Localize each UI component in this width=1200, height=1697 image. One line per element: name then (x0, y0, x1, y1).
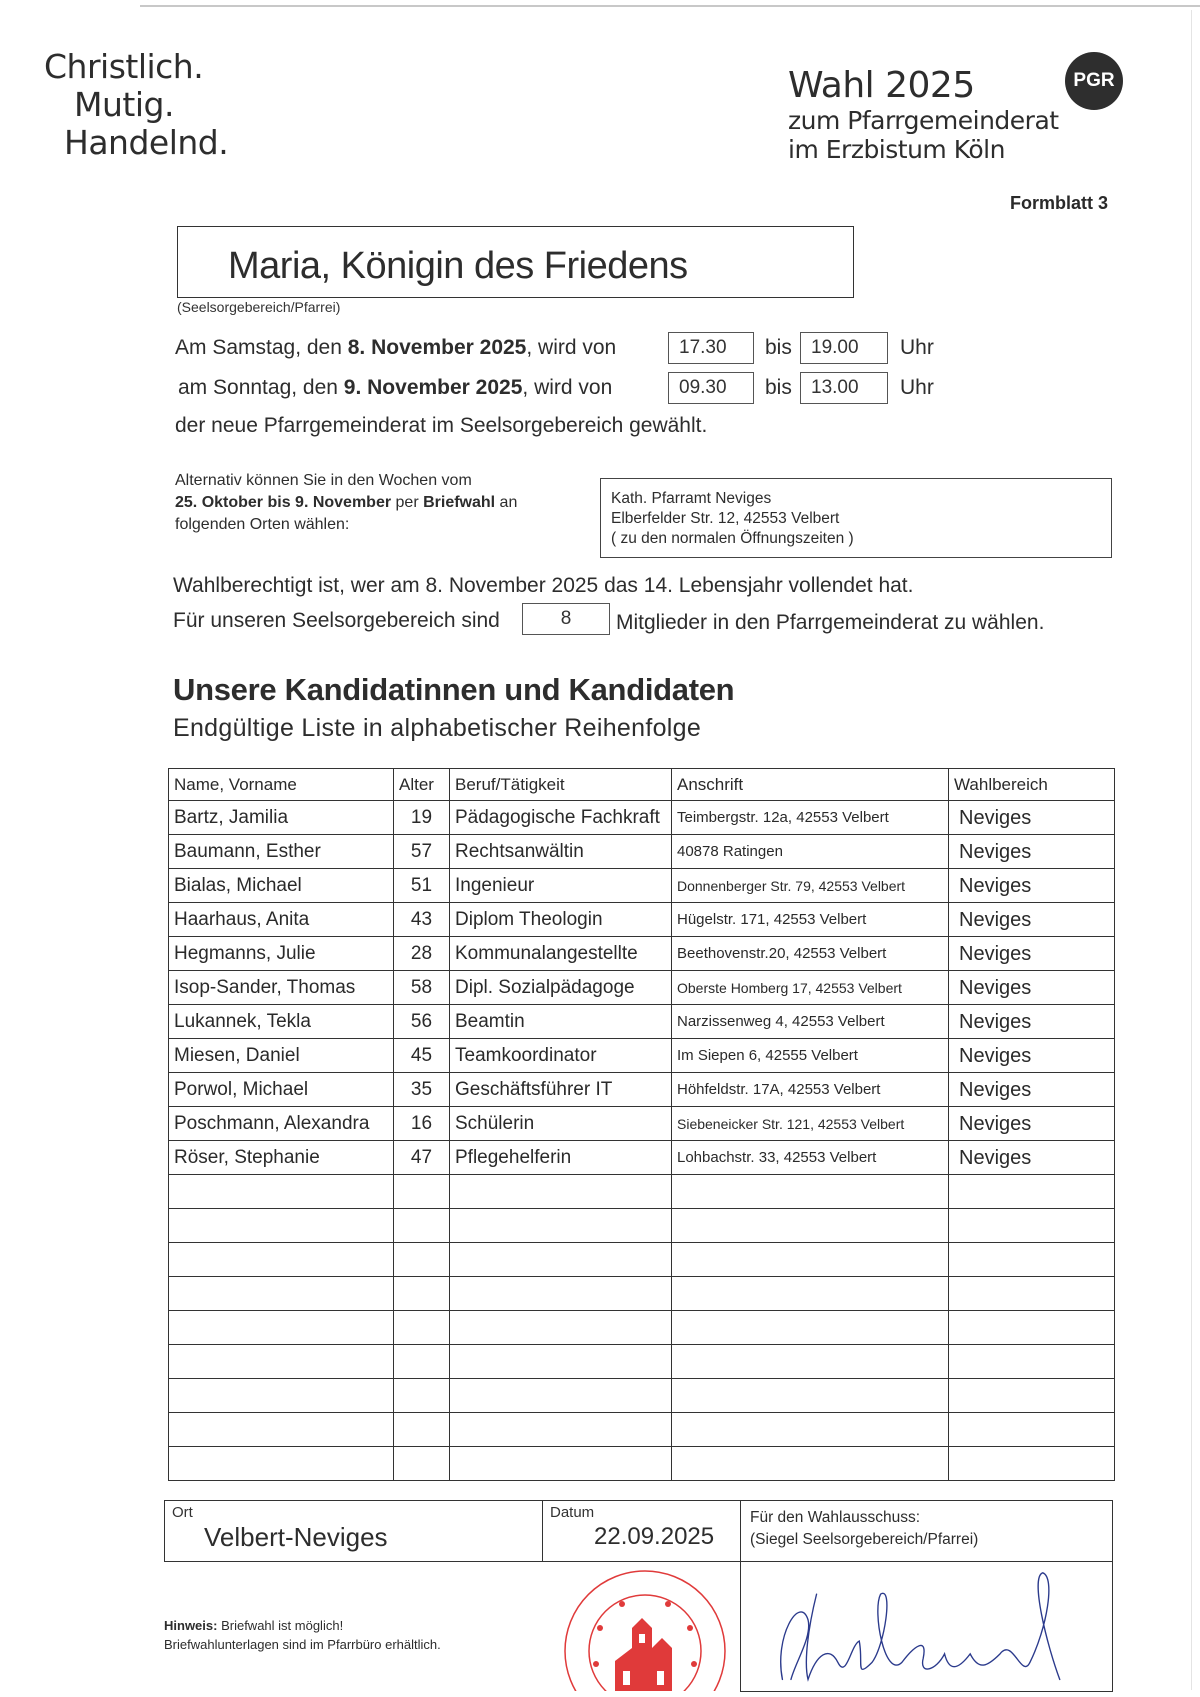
candidate-name: Poschmann, Alexandra (169, 1107, 394, 1141)
candidate-area: Neviges (949, 835, 1115, 869)
members-prefix: Für unseren Seelsorgebereich sind (173, 609, 500, 632)
candidate-age: 51 (394, 869, 450, 903)
empty-cell (672, 1277, 949, 1311)
candidate-area: Neviges (949, 937, 1115, 971)
note (164, 1616, 441, 1654)
empty-cell (450, 1311, 672, 1345)
table-row (169, 937, 1115, 971)
col-header-area: Wahlbereich (949, 769, 1115, 801)
table-row (169, 801, 1115, 835)
empty-cell (169, 1311, 394, 1345)
empty-cell (169, 1243, 394, 1277)
table-row (169, 1039, 1115, 1073)
candidate-area: Neviges (949, 869, 1115, 903)
saturday-from-field: 17.30 (668, 332, 754, 364)
scan-edge-top (140, 5, 1200, 7)
postal-vote-keyword: Briefwahl (423, 494, 496, 511)
handwritten-signature (745, 1560, 1110, 1688)
empty-cell (949, 1345, 1115, 1379)
empty-cell (169, 1413, 394, 1447)
candidate-age: 57 (394, 835, 450, 869)
empty-cell (169, 1209, 394, 1243)
candidate-name: Lukannek, Tekla (169, 1005, 394, 1039)
empty-cell (394, 1345, 450, 1379)
empty-cell (169, 1277, 394, 1311)
empty-table-row (169, 1311, 1115, 1345)
location-line: Elberfelder Str. 12, 42553 Velbert (611, 510, 840, 527)
uhr-label: Uhr (900, 336, 934, 359)
candidate-address: Teimbergstr. 12a, 42553 Velbert (672, 801, 949, 835)
parish-label: (Seelsorgebereich/Pfarrei) (177, 299, 341, 315)
empty-cell (672, 1243, 949, 1277)
empty-cell (394, 1413, 450, 1447)
empty-cell (450, 1277, 672, 1311)
candidate-address: Lohbachstr. 33, 42553 Velbert (672, 1141, 949, 1175)
postal-vote-text: folgenden Orten wählen: (175, 516, 350, 533)
committee-labels (750, 1507, 978, 1551)
table-header-row (169, 769, 1115, 801)
parish-name: Maria, Königin des Friedens (228, 245, 688, 287)
pgr-badge: PGR (1065, 52, 1123, 110)
form-label: Formblatt 3 (1010, 193, 1109, 213)
candidate-age: 43 (394, 903, 450, 937)
schedule-text: , wird von (526, 336, 617, 359)
candidate-address: Oberste Homberg 17, 42553 Velbert (672, 971, 949, 1005)
candidate-job: Diplom Theologin (450, 903, 672, 937)
parish-seal (560, 1566, 730, 1691)
empty-cell (949, 1379, 1115, 1413)
committee-label: Für den Wahlausschuss: (750, 1509, 921, 1526)
empty-cell (672, 1311, 949, 1345)
candidate-age: 58 (394, 971, 450, 1005)
empty-cell (394, 1447, 450, 1481)
election-heading (788, 66, 1059, 164)
candidate-name: Baumann, Esther (169, 835, 394, 869)
slogan-line: Mutig. (74, 85, 174, 124)
location-line: ( zu den normalen Öffnungszeiten ) (611, 530, 854, 547)
schedule-saturday (175, 335, 616, 361)
candidate-address: Im Siepen 6, 42555 Velbert (672, 1039, 949, 1073)
empty-table-row (169, 1413, 1115, 1447)
table-row (169, 971, 1115, 1005)
empty-cell (394, 1175, 450, 1209)
candidate-age: 45 (394, 1039, 450, 1073)
candidates-table (168, 768, 1115, 1481)
schedule-sunday (178, 375, 612, 401)
candidate-area: Neviges (949, 1107, 1115, 1141)
candidate-address: 40878 Ratingen (672, 835, 949, 869)
empty-cell (949, 1209, 1115, 1243)
election-subtitle: im Erzbistum Köln (788, 135, 1005, 164)
datum-label: Datum (550, 1504, 595, 1521)
postal-vote-text: per (391, 494, 424, 511)
empty-cell (672, 1447, 949, 1481)
col-header-age: Alter (394, 769, 450, 801)
seal-label: (Siegel Seelsorgebereich/Pfarrei) (750, 1531, 979, 1548)
empty-cell (672, 1175, 949, 1209)
table-row (169, 869, 1115, 903)
schedule-text: Am Samstag, den (175, 336, 348, 359)
candidate-job: Schülerin (450, 1107, 672, 1141)
candidate-area: Neviges (949, 1073, 1115, 1107)
candidates-title: Unsere Kandidatinnen und Kandidaten (173, 672, 735, 707)
col-header-job: Beruf/Tätigkeit (450, 769, 672, 801)
slogan (44, 48, 228, 162)
empty-cell (672, 1413, 949, 1447)
candidate-name: Isop-Sander, Thomas (169, 971, 394, 1005)
candidate-address: Höhfeldstr. 17A, 42553 Velbert (672, 1073, 949, 1107)
members-suffix: Mitglieder in den Pfarrgemeinderat zu wählen. (616, 611, 1045, 634)
slogan-line: Christlich. (44, 47, 204, 86)
candidate-name: Röser, Stephanie (169, 1141, 394, 1175)
uhr-label: Uhr (900, 376, 934, 399)
candidate-job: Geschäftsführer IT (450, 1073, 672, 1107)
empty-cell (949, 1311, 1115, 1345)
col-header-name: Name, Vorname (169, 769, 394, 801)
candidate-age: 28 (394, 937, 450, 971)
candidate-age: 19 (394, 801, 450, 835)
saturday-to-field: 19.00 (800, 332, 888, 364)
ort-value: Velbert-Neviges (204, 1522, 388, 1552)
candidates-subtitle: Endgültige Liste in alphabetischer Reihenfolge (173, 714, 702, 742)
candidate-name: Haarhaus, Anita (169, 903, 394, 937)
candidate-area: Neviges (949, 971, 1115, 1005)
empty-cell (949, 1277, 1115, 1311)
empty-cell (169, 1379, 394, 1413)
postal-vote-text: an (495, 494, 518, 511)
empty-cell (949, 1175, 1115, 1209)
slogan-line: Handelnd. (64, 123, 229, 162)
empty-cell (450, 1379, 672, 1413)
empty-cell (394, 1243, 450, 1277)
candidate-area: Neviges (949, 801, 1115, 835)
empty-cell (394, 1277, 450, 1311)
empty-cell (672, 1345, 949, 1379)
candidate-age: 56 (394, 1005, 450, 1039)
ort-label: Ort (172, 1504, 193, 1521)
candidate-area: Neviges (949, 1039, 1115, 1073)
scan-edge-right (1191, 10, 1192, 1690)
members-count-field: 8 (522, 603, 610, 635)
postal-vote-location (600, 478, 1112, 558)
candidate-job: Beamtin (450, 1005, 672, 1039)
candidate-address: Donnenberger Str. 79, 42553 Velbert (672, 869, 949, 903)
empty-cell (394, 1311, 450, 1345)
bis-label: bis (765, 376, 792, 399)
schedule-date: 9. November 2025 (343, 376, 523, 399)
schedule-closing: der neue Pfarrgemeinderat im Seelsorgebereich gewählt. (175, 414, 708, 437)
empty-table-row (169, 1243, 1115, 1277)
candidate-job: Kommunalangestellte (450, 937, 672, 971)
candidate-job: Pflegehelferin (450, 1141, 672, 1175)
empty-cell (169, 1447, 394, 1481)
table-row (169, 1107, 1115, 1141)
empty-cell (949, 1413, 1115, 1447)
candidate-name: Porwol, Michael (169, 1073, 394, 1107)
empty-cell (450, 1175, 672, 1209)
datum-value: 22.09.2025 (594, 1523, 715, 1550)
candidate-job: Ingenieur (450, 869, 672, 903)
sunday-from-field: 09.30 (668, 372, 754, 404)
candidate-name: Hegmanns, Julie (169, 937, 394, 971)
empty-table-row (169, 1379, 1115, 1413)
empty-cell (949, 1243, 1115, 1277)
schedule-text: , wird von (522, 376, 613, 399)
empty-cell (450, 1447, 672, 1481)
empty-table-row (169, 1345, 1115, 1379)
candidate-name: Bialas, Michael (169, 869, 394, 903)
postal-vote-text: Alternativ können Sie in den Wochen vom (175, 472, 472, 489)
empty-cell (672, 1379, 949, 1413)
candidate-job: Pädagogische Fachkraft (450, 801, 672, 835)
schedule-date: 8. November 2025 (347, 336, 527, 359)
empty-cell (450, 1413, 672, 1447)
empty-cell (672, 1209, 949, 1243)
col-header-address: Anschrift (672, 769, 949, 801)
seal-church-icon (615, 1618, 672, 1691)
table-row (169, 1005, 1115, 1039)
empty-table-row (169, 1209, 1115, 1243)
bis-label: bis (765, 336, 792, 359)
postal-vote-info (175, 470, 517, 536)
candidate-job: Dipl. Sozialpädagoge (450, 971, 672, 1005)
table-row (169, 903, 1115, 937)
postal-vote-text (175, 492, 517, 514)
empty-table-row (169, 1447, 1115, 1481)
candidate-age: 47 (394, 1141, 450, 1175)
candidate-address: Siebeneicker Str. 121, 42553 Velbert (672, 1107, 949, 1141)
empty-cell (394, 1379, 450, 1413)
empty-table-row (169, 1277, 1115, 1311)
eligibility-text: Wahlberechtigt ist, wer am 8. November 2025 das 14. Lebensjahr vollendet hat. (173, 574, 914, 597)
note-text: Briefwahlunterlagen sind im Pfarrbüro erhältlich. (164, 1637, 441, 1652)
candidate-name: Miesen, Daniel (169, 1039, 394, 1073)
note-text: Briefwahl ist möglich! (217, 1618, 344, 1633)
candidate-address: Beethovenstr.20, 42553 Velbert (672, 937, 949, 971)
location-line: Kath. Pfarramt Neviges (611, 490, 772, 507)
candidate-job: Rechtsanwältin (450, 835, 672, 869)
postal-vote-period: 25. Oktober bis 9. November (175, 494, 392, 511)
empty-cell (450, 1243, 672, 1277)
candidate-name: Bartz, Jamilia (169, 801, 394, 835)
empty-table-row (169, 1175, 1115, 1209)
candidate-address: Narzissenweg 4, 42553 Velbert (672, 1005, 949, 1039)
empty-cell (450, 1345, 672, 1379)
schedule-text: am Sonntag, den (178, 376, 344, 399)
table-row (169, 1141, 1115, 1175)
sunday-to-field: 13.00 (800, 372, 888, 404)
empty-cell (169, 1345, 394, 1379)
candidate-address: Hügelstr. 171, 42553 Velbert (672, 903, 949, 937)
empty-cell (450, 1209, 672, 1243)
candidate-area: Neviges (949, 903, 1115, 937)
empty-cell (169, 1175, 394, 1209)
table-row (169, 1073, 1115, 1107)
candidate-age: 35 (394, 1073, 450, 1107)
election-title: Wahl 2025 (788, 65, 975, 106)
note-label: Hinweis: (164, 1618, 218, 1633)
election-subtitle: zum Pfarrgemeinderat (788, 106, 1059, 135)
empty-cell (394, 1209, 450, 1243)
candidate-job: Teamkoordinator (450, 1039, 672, 1073)
candidate-area: Neviges (949, 1141, 1115, 1175)
empty-cell (949, 1447, 1115, 1481)
candidate-area: Neviges (949, 1005, 1115, 1039)
candidate-age: 16 (394, 1107, 450, 1141)
table-row (169, 835, 1115, 869)
